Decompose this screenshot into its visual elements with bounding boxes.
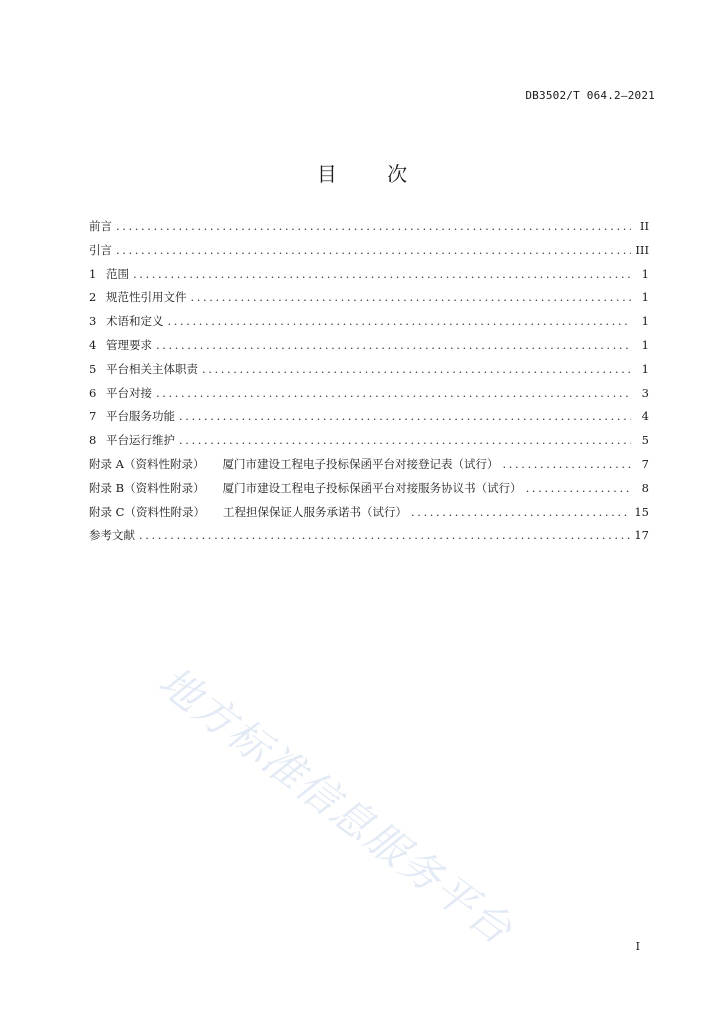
toc-annex-label: 厦门市建设工程电子投标保函平台对接登记表（试行） — [222, 456, 499, 471]
toc-entry-number: 7 — [89, 409, 97, 424]
document-code: DB3502/T 064.2—2021 — [525, 89, 655, 102]
toc-entry-page: 1 — [641, 361, 649, 376]
toc-entry-label-group — [89, 385, 152, 401]
toc-entry-page: 1 — [641, 314, 649, 329]
toc-entry-label-group — [89, 361, 198, 377]
toc-dot-leader — [202, 362, 631, 376]
toc-entry[interactable] — [89, 337, 649, 361]
toc-entry[interactable] — [89, 527, 649, 551]
toc-entry[interactable] — [89, 313, 649, 337]
toc-entry[interactable] — [89, 361, 649, 385]
toc-entry-label: 引言 — [89, 242, 112, 257]
toc-dot-leader — [133, 267, 631, 281]
toc-annex-prefix: 附录 A（资料性附录） — [89, 456, 205, 471]
toc-entry-label-group — [89, 289, 187, 305]
toc-annex-prefix: 附录 C（资料性附录） — [89, 504, 205, 519]
toc-entry-page: 5 — [641, 433, 649, 448]
toc-entry-label: 平台运行维护 — [106, 433, 175, 448]
toc-entry-page: 15 — [634, 504, 649, 519]
toc-entry-number: 8 — [89, 433, 97, 448]
table-of-contents — [89, 218, 649, 551]
toc-annex-entry[interactable] — [89, 456, 649, 480]
toc-annex-label-group — [89, 504, 407, 520]
toc-entry[interactable] — [89, 266, 649, 290]
toc-entry-label: 平台服务功能 — [106, 409, 175, 424]
toc-entry-label: 平台对接 — [106, 385, 152, 400]
toc-entry[interactable] — [89, 408, 649, 432]
toc-dot-leader — [156, 386, 631, 400]
toc-entry-label-group — [89, 337, 152, 353]
toc-entry-page: III — [635, 242, 649, 257]
toc-annex-prefix: 附录 B（资料性附录） — [89, 480, 205, 495]
toc-annex-entry[interactable] — [89, 504, 649, 528]
toc-title: 目 次 — [316, 162, 430, 186]
toc-dot-leader — [116, 219, 631, 233]
toc-entry-label-group — [89, 432, 175, 448]
toc-entry-label-group — [89, 266, 129, 282]
toc-entry-label-group — [89, 408, 175, 424]
toc-dot-leader — [502, 457, 631, 471]
toc-annex-entry[interactable] — [89, 480, 649, 504]
toc-entry-label-group — [89, 313, 164, 329]
toc-dot-leader — [411, 505, 630, 519]
toc-entry[interactable] — [89, 242, 649, 266]
toc-annex-label: 工程担保保证人服务承诺书（试行） — [222, 504, 407, 519]
toc-entry-page: 17 — [634, 528, 649, 543]
toc-dot-leader — [526, 481, 631, 495]
toc-entry-page: 1 — [641, 266, 649, 281]
toc-entry-page: 1 — [641, 337, 649, 352]
toc-entry-page: 8 — [641, 480, 649, 495]
toc-entry-label: 管理要求 — [106, 337, 152, 352]
toc-entry-label: 术语和定义 — [106, 314, 164, 329]
toc-entry-label: 参考文献 — [89, 528, 135, 543]
toc-dot-leader — [116, 243, 631, 257]
page-number: I — [635, 940, 640, 953]
toc-annex-label: 厦门市建设工程电子投标保函平台对接服务协议书（试行） — [222, 480, 522, 495]
toc-entry-page: 4 — [641, 409, 649, 424]
toc-entry-number: 5 — [89, 361, 97, 376]
toc-dot-leader — [179, 433, 631, 447]
toc-dot-leader — [168, 314, 632, 328]
toc-entry-page: II — [639, 219, 649, 233]
toc-dot-leader — [179, 409, 631, 423]
toc-dot-leader — [139, 528, 630, 542]
watermark-text: 地方标准信息服务平台 — [149, 657, 522, 955]
toc-entry-number: 1 — [89, 266, 97, 281]
toc-entry-page: 1 — [641, 290, 649, 305]
toc-entry-number: 3 — [89, 314, 97, 329]
toc-entry-number: 6 — [89, 385, 97, 400]
toc-entry[interactable] — [89, 289, 649, 313]
toc-entry-label: 平台相关主体职责 — [106, 361, 198, 376]
toc-dot-leader — [191, 290, 632, 304]
toc-entry[interactable] — [89, 432, 649, 456]
toc-entry-page: 3 — [641, 385, 649, 400]
toc-entry-label: 范围 — [106, 266, 129, 281]
toc-entry[interactable] — [89, 385, 649, 409]
toc-entry-label: 规范性引用文件 — [106, 290, 187, 305]
toc-entry[interactable] — [89, 218, 649, 242]
toc-dot-leader — [156, 338, 631, 352]
toc-annex-label-group — [89, 480, 522, 496]
toc-entry-number: 2 — [89, 290, 97, 305]
toc-entry-number: 4 — [89, 337, 97, 352]
toc-entry-label: 前言 — [89, 219, 112, 233]
toc-entry-page: 7 — [641, 456, 649, 471]
toc-annex-label-group — [89, 456, 498, 472]
